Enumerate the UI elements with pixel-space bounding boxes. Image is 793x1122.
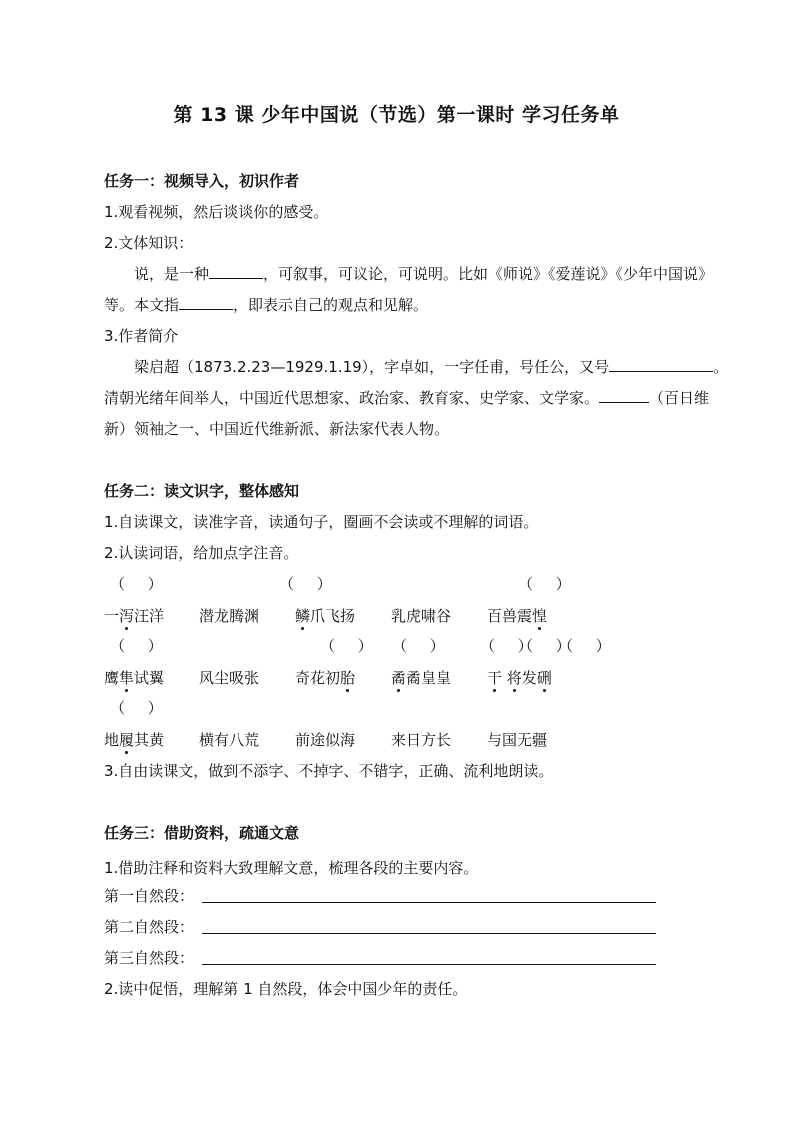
pinyin-box[interactable]: （ ）: [110, 575, 164, 593]
word-item: 潜龙腾渊: [199, 607, 260, 625]
word-item: 鳞爪飞扬: [295, 607, 356, 625]
pinyin-box[interactable]: （ ）: [110, 637, 164, 655]
task3-item2: 2.读中促悟，理解第 1 自然段，体会中国少年的责任。: [104, 980, 468, 998]
task1-item1: 1.观看视频，然后谈谈你的感受。: [104, 203, 329, 221]
author-line-2: [104, 388, 709, 408]
pinyin-box[interactable]: （ ）: [518, 637, 572, 655]
word-item: 百兽震惶: [487, 607, 548, 625]
task2-item2: 2.认读词语，给加点字注音。: [104, 544, 299, 562]
genre-blank-2[interactable]: [179, 295, 233, 310]
task1-item3: 3.作者简介: [104, 327, 179, 345]
paragraph1-label: 第一自然段：: [104, 887, 195, 905]
word-item: 地履其黄: [104, 731, 165, 749]
genre-blank-1[interactable]: [209, 264, 263, 279]
word-item: 横有八荒: [199, 731, 260, 749]
paragraph2-label: 第二自然段：: [104, 918, 195, 936]
paragraph3-answer-line[interactable]: [202, 964, 656, 965]
word-item: 风尘吸张: [199, 669, 260, 687]
pinyin-box[interactable]: （ ）: [320, 637, 374, 655]
task1-item2: 2.文体知识：: [104, 234, 194, 252]
task2-item3: 3.自由读课文，做到不添字、不掉字、不错字，正确、流利地朗读。: [104, 762, 554, 780]
author-text-c: 清朝光绪年间举人，中国近代思想家、政治家、教育家、史学家、文学家。: [104, 389, 600, 407]
genre-line-2: [104, 295, 428, 315]
word-item: 前途似海: [295, 731, 356, 749]
paragraph1-answer-line[interactable]: [202, 902, 656, 903]
author-text-d: （百日维: [649, 389, 710, 407]
pinyin-box[interactable]: （ ）: [392, 637, 446, 655]
pinyin-box[interactable]: （ ）: [518, 575, 572, 593]
word-item: 鹰隼试翼: [104, 669, 165, 687]
genre-text-d: ，即表示自己的观点和见解。: [233, 296, 429, 314]
word-item: 矞矞皇皇: [391, 669, 452, 687]
word-item: 来日方长: [391, 731, 452, 749]
word-item: 与国无疆: [487, 731, 548, 749]
task2-heading: 任务二：读文识字，整体感知: [104, 482, 300, 500]
genre-text-b: ，可叙事，可议论，可说明。比如《师说》《爱莲说》《少年中国说》: [263, 265, 714, 283]
paragraph2-answer-line[interactable]: [202, 933, 656, 934]
genre-text-c: 等。本文指: [104, 296, 180, 314]
task1-heading: 任务一：视频导入，初识作者: [104, 172, 300, 190]
page-title: 第 13 课 少年中国说（节选）第一课时 学习任务单: [173, 104, 620, 126]
paragraph3-label: 第三自然段：: [104, 949, 195, 967]
pinyin-box[interactable]: （ ）: [558, 637, 612, 655]
word-item: 乳虎啸谷: [391, 607, 452, 625]
genre-text-a: 说，是一种: [134, 265, 210, 283]
pinyin-box[interactable]: （ ）: [480, 637, 534, 655]
author-line-3: 新）领袖之一、中国近代维新派、新法家代表人物。: [104, 420, 450, 438]
author-blank-1[interactable]: [609, 357, 713, 372]
author-text-b: 。: [713, 358, 729, 376]
task3-item1: 1.借助注释和资料大致理解文意，梳理各段的主要内容。: [104, 859, 479, 877]
genre-line-1: [134, 264, 713, 284]
author-blank-2[interactable]: [599, 388, 649, 403]
word-item: 奇花初胎: [295, 669, 356, 687]
word-item: 一泻汪洋: [104, 607, 165, 625]
task2-item1: 1.自读课文，读准字音，读通句子，圈画不会读或不理解的词语。: [104, 513, 539, 531]
task3-heading: 任务三：借助资料，疏通文意: [104, 824, 300, 842]
pinyin-box[interactable]: （ ）: [110, 699, 164, 717]
word-item: 干 将发硎: [487, 669, 552, 687]
author-line-1: [134, 357, 728, 377]
author-text-a: 梁启超（1873.2.23—1929.1.19），字卓如，一字任甫，号任公，又号: [134, 358, 610, 376]
pinyin-box[interactable]: （ ）: [279, 575, 333, 593]
